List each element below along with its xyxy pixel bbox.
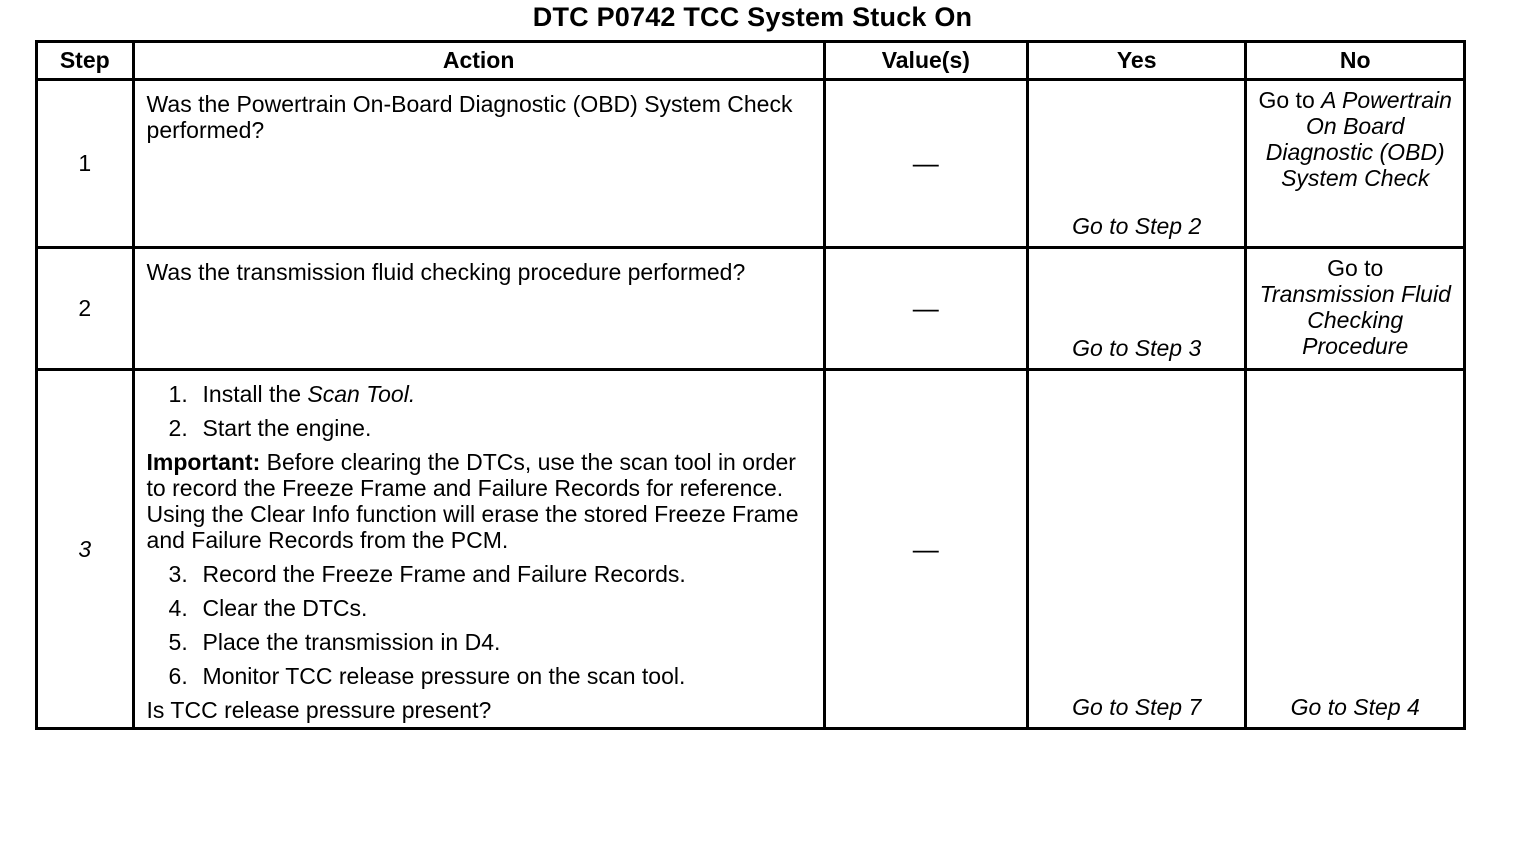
step-question: Is TCC release pressure present? <box>146 697 492 723</box>
action-text: Was the Powertrain On-Board Diagnostic (OBD) System Check performed? <box>133 80 824 248</box>
important-note <box>147 449 813 553</box>
step-number: 1 <box>37 80 134 248</box>
substep-number: 3. <box>168 561 188 587</box>
list-item <box>169 663 813 689</box>
substep-number: 2. <box>168 415 188 441</box>
table-row <box>37 80 1465 248</box>
no-link[interactable]: Go to Step 4 <box>1246 370 1465 729</box>
yes-link[interactable]: Go to Step 3 <box>1027 248 1246 370</box>
important-text: Before clearing the DTCs, use the scan tool in order to record the Freeze Frame and Failure Records for reference. Using the Clear Info function will erase the stored Freeze Frame and Failure Records from the PCM. <box>146 449 799 553</box>
substep-list <box>147 561 813 689</box>
list-item <box>169 595 813 621</box>
substep-text: Record the Freeze Frame and Failure Records. <box>202 561 686 587</box>
yes-link[interactable]: Go to Step 7 <box>1027 370 1246 729</box>
value-dash: — <box>824 80 1027 248</box>
table-header-row <box>37 42 1465 80</box>
header-values: Value(s) <box>824 42 1027 80</box>
substep-text: Install the <box>202 381 308 407</box>
no-link-prefix: Go to <box>1327 255 1384 281</box>
substep-text: Clear the DTCs. <box>202 595 368 621</box>
value-dash: — <box>824 370 1027 729</box>
diagnostic-table <box>35 40 1466 730</box>
list-item <box>169 629 813 655</box>
step-number: 2 <box>37 248 134 370</box>
list-item <box>169 561 813 587</box>
substep-number: 6. <box>168 663 188 689</box>
value-dash: — <box>824 248 1027 370</box>
action-text: Was the transmission fluid checking procedure performed? <box>133 248 824 370</box>
substep-emphasis: Scan Tool. <box>307 381 416 407</box>
substep-text: Place the transmission in D4. <box>202 629 501 655</box>
yes-link[interactable]: Go to Step 2 <box>1027 80 1246 248</box>
no-link-target[interactable]: A Powertrain On Board Diagnostic (OBD) System Check <box>1265 87 1452 191</box>
table-row <box>37 248 1465 370</box>
list-item <box>169 381 813 407</box>
step-number: 3 <box>37 370 134 729</box>
important-label: Important: <box>146 449 261 475</box>
no-link[interactable] <box>1246 248 1465 370</box>
substep-list <box>147 381 813 441</box>
substep-text: Monitor TCC release pressure on the scan tool. <box>202 663 686 689</box>
substep-number: 4. <box>168 595 188 621</box>
header-action: Action <box>133 42 824 80</box>
header-no: No <box>1246 42 1465 80</box>
table-row <box>37 370 1465 729</box>
header-step: Step <box>37 42 134 80</box>
no-link-prefix: Go to <box>1258 87 1315 113</box>
list-item <box>169 415 813 441</box>
no-link-target[interactable]: Transmission Fluid Checking Procedure <box>1259 281 1451 359</box>
substep-number: 1. <box>168 381 188 407</box>
substep-number: 5. <box>168 629 188 655</box>
no-link[interactable] <box>1246 80 1465 248</box>
header-yes: Yes <box>1027 42 1246 80</box>
page-title: DTC P0742 TCC System Stuck On <box>532 2 973 32</box>
action-text <box>133 370 824 729</box>
substep-text: Start the engine. <box>202 415 372 441</box>
